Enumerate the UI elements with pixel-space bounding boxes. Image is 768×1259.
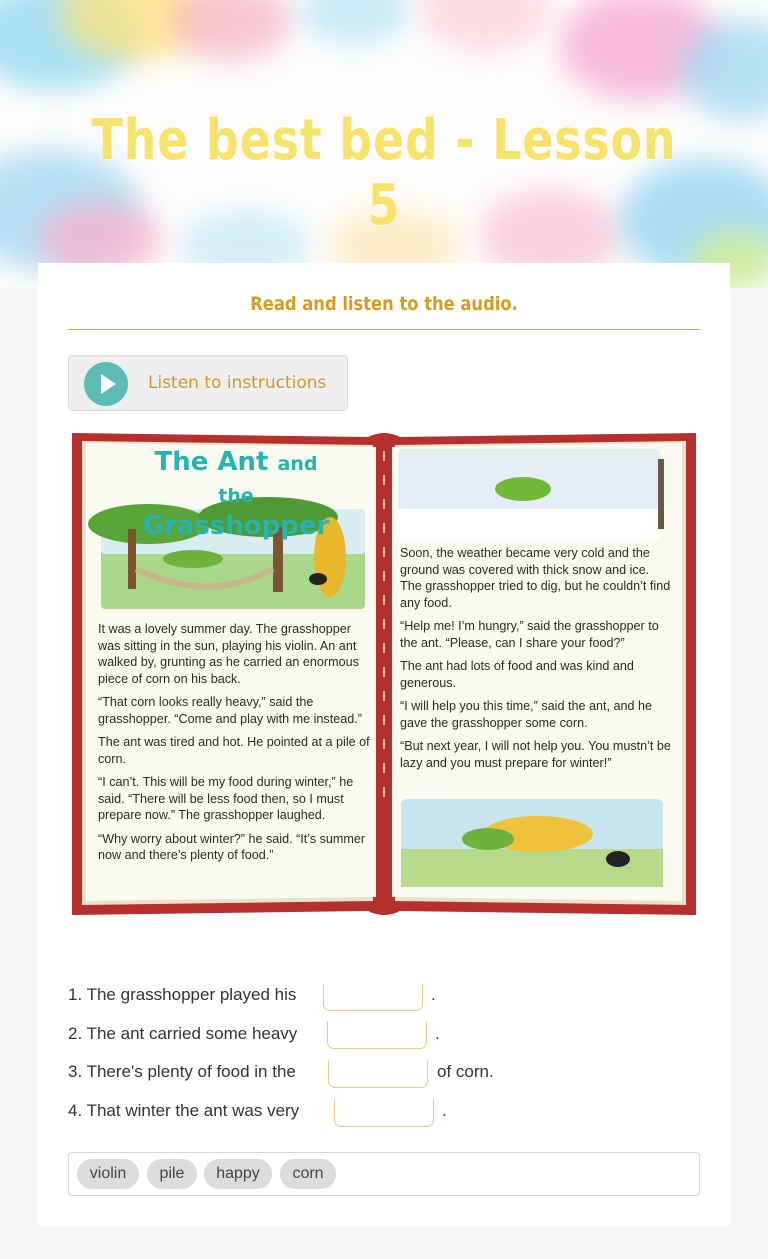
story-book-image [68,429,700,919]
story-paragraph: It was a lovely summer day. The grasshopper was sitting in the sun, playing his violin. An ant walked by, grunting as he carried an enormous piece of corn on his back. [98,622,359,686]
word-chip-violin[interactable]: violin [77,1159,139,1189]
story-left-text [98,621,374,871]
story-paragraph: “Why worry about winter?” he said. “It’s summer now and there’s plenty of food.” [98,831,366,862]
story-paragraph: “But next year, I will not help you. You mustn’t be lazy and you must prepare for winter!” [400,739,671,770]
story-right-page [398,447,674,882]
word-bank [68,1152,700,1196]
watercolor-header [0,0,768,288]
audio-player-button[interactable] [68,355,348,411]
story-paragraph: “That corn looks really heavy,” said the grasshopper. “Come and play with me instead.” [98,695,362,726]
story-paragraph: “Help me! I’m hungry,” said the grasshopper to the ant. “Please, can I share your food?” [400,619,659,650]
story-paragraph: The ant had lots of food and was kind and generous. [400,659,634,690]
answer-blank-4[interactable] [334,1099,434,1127]
story-left-page [96,447,374,882]
question-4-end: . [442,1101,447,1120]
worksheet-card [38,263,730,1226]
story-paragraph: The ant was tired and hot. He pointed at a pile of corn. [98,735,370,766]
question-2-end: . [435,1024,440,1043]
question-1-end: . [431,985,436,1004]
answer-blank-3[interactable] [328,1060,428,1088]
answer-blank-1[interactable] [323,983,423,1011]
play-icon[interactable] [84,362,128,406]
instruction-heading: Read and listen to the audio. [250,293,518,315]
answer-blank-2[interactable] [327,1021,427,1049]
audio-label: Listen to instructions [148,373,327,393]
story-paragraph: “I will help you this time,” said the ant, and he gave the grasshopper some corn. [400,699,653,730]
story-paragraph: “I can’t. This will be my food during winter,” he said. “There will be less food then, so I must prepare now.” The grasshopper laughed. [98,775,354,822]
story-right-text [400,545,672,778]
page-title: The best bed - Lesson 5 [91,108,677,238]
story-paragraph: Soon, the weather became very cold and the ground was covered with thick snow and ice. The grasshopper tried to dig, but he couldn’t find any food. [400,546,671,610]
question-3-end: of corn. [437,1062,494,1081]
divider [68,329,700,330]
question-4: 4. That winter the ant was very [68,1101,300,1120]
word-chip-pile[interactable]: pile [147,1159,197,1189]
word-chip-corn[interactable]: corn [280,1159,336,1189]
question-2: 2. The ant carried some heavy [68,1024,298,1043]
question-1: 1. The grasshopper played his [68,985,297,1004]
word-chip-happy[interactable]: happy [204,1159,272,1189]
question-3: 3. There's plenty of food in the [68,1062,296,1081]
story-title: The Ant and the Grasshopper [142,447,330,541]
